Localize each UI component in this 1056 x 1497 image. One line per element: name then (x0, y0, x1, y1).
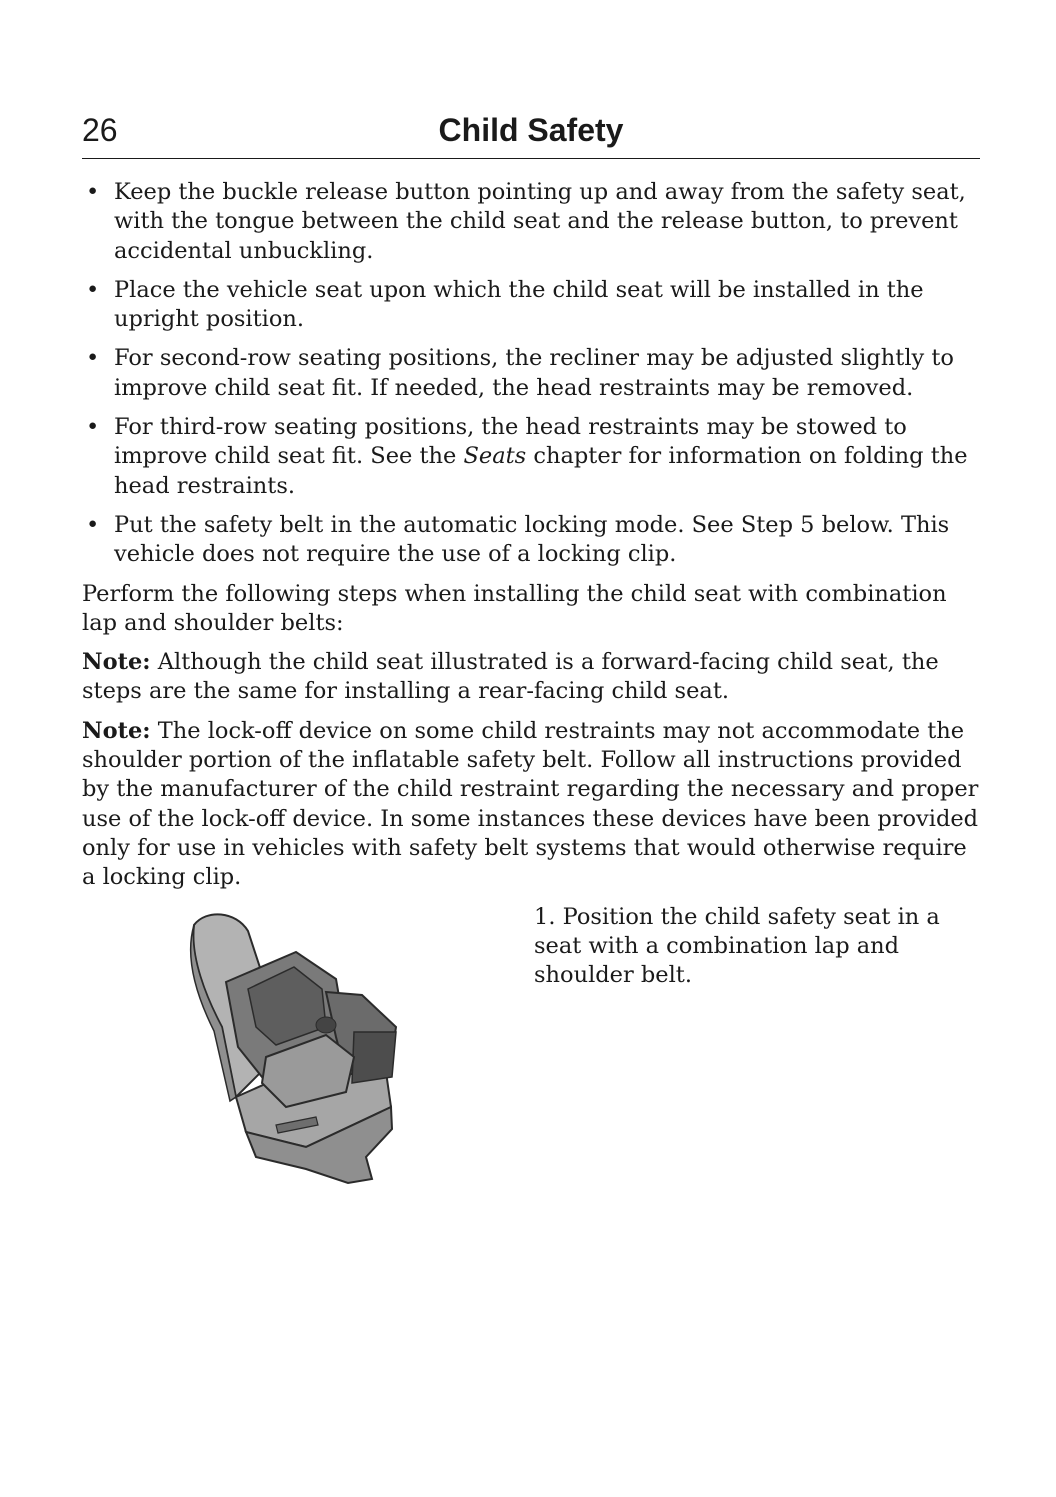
bullet-text (114, 414, 968, 499)
step-1-text: 1. Position the child safety seat in a seat with a combination lap and shoulder belt. (534, 903, 940, 989)
seats-chapter-reference: Seats (463, 443, 527, 470)
bullet-list (82, 178, 980, 570)
page-header (82, 108, 980, 159)
child-seat-illustration (176, 907, 416, 1197)
bullet-icon: • (86, 276, 100, 303)
list-item (82, 178, 980, 266)
bullet-icon: • (86, 345, 100, 372)
note-paragraph (82, 717, 980, 893)
bullet-text: Put the safety belt in the automatic locking mode. See Step 5 below. This vehicle does not require the use of a locking clip. (114, 511, 950, 568)
note-label: Note: (82, 649, 151, 676)
child-seat-front (352, 1032, 396, 1083)
intro-paragraph: Perform the following steps when installing the child seat with combination lap and shoulder belts: (82, 580, 947, 636)
page-content (82, 178, 980, 1203)
list-item (82, 413, 980, 501)
list-item (82, 344, 980, 403)
page-number: 26 (82, 112, 118, 148)
note-text: Although the child seat illustrated is a forward-facing child seat, the steps are the same for installing a rear-facing child seat. (82, 649, 939, 705)
bullet-text: Keep the buckle release button pointing up and away from the safety seat, with the tongue between the child seat and the release button, to prevent accidental unbuckling. (114, 179, 966, 264)
bullet-text-part: For third-row seating positions, the head restraints may be stowed to improve child seat fit. See the (114, 414, 907, 470)
note-text: The lock-off device on some child restraints may not accommodate the shoulder portion of the inflatable safety belt. Follow all instructions provided by the manufacturer of the child restraint regarding the necessary and proper use of the lock-off device. In some instances these devices have been provided only for use in vehicles with safety belt systems that would otherwise require a locking clip. (82, 717, 979, 891)
bullet-text: Place the vehicle seat upon which the child seat will be installed in the upright position. (114, 276, 924, 333)
page-title: Child Safety (438, 112, 624, 148)
bullet-icon: • (86, 511, 100, 538)
list-item (82, 276, 980, 335)
buckle-area (316, 1017, 336, 1033)
note-paragraph (82, 648, 980, 707)
step-1-section (82, 903, 980, 1203)
bullet-icon: • (86, 179, 100, 205)
note-label: Note: (82, 717, 151, 744)
bullet-text-part: chapter for information on folding the head restraints. (114, 443, 968, 499)
bullet-icon: • (86, 414, 100, 441)
list-item (82, 511, 980, 570)
bullet-text: For second-row seating positions, the recliner may be adjusted slightly to improve child seat fit. If needed, the head restraints may be removed. (114, 345, 954, 401)
